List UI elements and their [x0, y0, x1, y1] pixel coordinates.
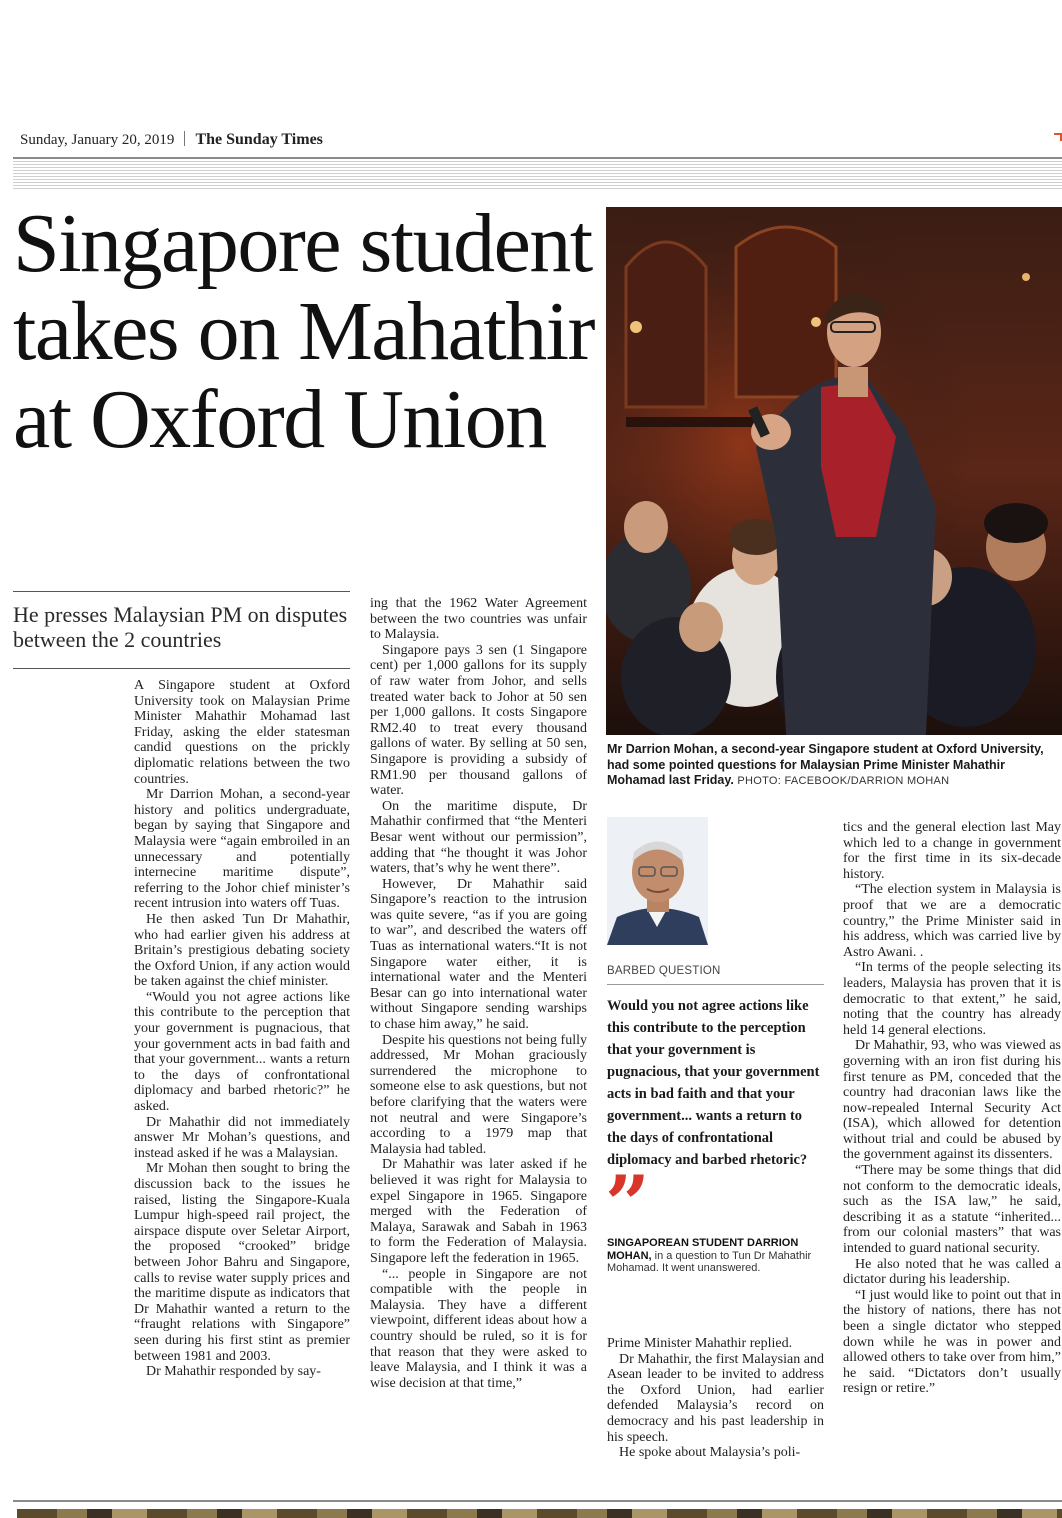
paragraph: On the maritime dispute, Dr Mahathir confirmed that “the Menteri Besar went without our permission”, adding that “he thought it was Johor waters, that’s why he went there”.	[370, 798, 587, 877]
photo-credit: PHOTO: FACEBOOK/DARRION MOHAN	[737, 775, 950, 787]
paragraph: Singapore pays 3 sen (1 Singapore cent) per 1,000 gallons for its supply of raw water from Johor, and sells treated water back to Johor at 50 sen per 1,000 gallons. It costs Singapore RM2.40 to treat every thousand gallons of water. By selling at 50 sen, Singapore is providing a subsidy of RM1.90 per thousand gallons of water.	[370, 642, 587, 799]
body-column-3	[607, 1336, 824, 1461]
paragraph: Despite his questions not being fully addressed, Mr Mohan graciously surrendered the microphone to someone else to ask questions, but not before clarifying that the waters were not neutral and were Singapore’s according to a 1979 map that Malaysia had tabled.	[370, 1032, 587, 1157]
next-story-image-strip	[17, 1509, 1062, 1518]
paragraph: “... people in Singapore are not compatible with the people in Malaysia. They have a different viewpoint, different ideas about how a country should be ruled, so it is for that reason that they were asked to leave Malaysia, and I think it was a wise decision at that time,”	[370, 1266, 587, 1391]
pull-quote: Would you not agree actions like this contribute to the perception that your government is pugnacious, that your government acts in bad faith and that your government... wants a return to the days of confrontational diplomacy and barbed rhetoric?	[607, 998, 820, 1168]
masthead	[20, 131, 323, 149]
paragraph: tics and the general election last May which led to a change in government for the first time in its six-decade history.	[843, 820, 1061, 882]
sidebar-rule	[607, 984, 824, 985]
photo-caption	[607, 742, 1059, 790]
paragraph: Dr Mahathir responded by say-	[146, 1364, 321, 1380]
paragraph: Dr Mahathir was later asked if he believed it was right for Malaysia to expel Singapore in 1965. Singapore merged with the Federation of Malaya, Sarawak and Sabah in 1963 to form the Federation of Malaysia. Singapore left the federation in 1965.	[370, 1157, 587, 1266]
issue-date: Sunday, January 20, 2019	[20, 132, 175, 148]
paragraph: “In terms of the people selecting its leaders, Malaysia has proven that it is democratic to that extent,” he said, noting that the country has already held 14 general elections.	[843, 960, 1061, 1038]
attribution-name: SINGAPOREAN STUDENT DARRION MOHAN,	[607, 1237, 799, 1262]
paragraph: He then asked Tun Dr Mahathir, who had earlier given his address at Britain’s prestigious debating society the Oxford Union, if any action would be taken against the chief minister.	[134, 911, 350, 990]
paragraph: “The election system in Malaysia is proof that we are a democratic country,” the Prime Minister said in his address, which was carried live by Astro Awani. .	[843, 882, 1061, 960]
paragraph: A Singapore student at Oxford University took on Malaysian Prime Minister Mahathir Mohamad last Friday, asking the elder statesman candid questions on the prickly diplomatic relations between the two countries.	[134, 678, 350, 787]
body-column-2	[370, 596, 587, 1391]
paragraph: ing that the 1962 Water Agreement between the two countries was unfair to Malaysia.	[370, 596, 587, 643]
paragraph: “There may be some things that did not conform to the democratic ideals, such as the ISA law,” he said, describing it as a statute “inherited... from our colonial masters” that was intended to guard national security.	[843, 1163, 1061, 1257]
paragraph: However, Dr Mahathir said Singapore’s reaction to the intrusion was quite severe, “as if you are going to war”, and described the waters off Tuas as international waters.“It is not Singapore water either, it is international water and the Menteri Besar can go into international water without Singapore sending warships to chase him away,” he said.	[370, 876, 587, 1033]
main-photo	[606, 207, 1062, 735]
paragraph: He spoke about Malaysia’s poli-	[619, 1445, 801, 1461]
deck-bottom-rule	[13, 668, 350, 669]
paragraph: Dr Mahathir, 93, who was viewed as governing with an iron fist during his first tenure as PM, conceded that the country had draconian laws like the now-repealed Internal Security Act (ISA), which allowed for detention without trial and could be abused by the government against its dissenters.	[843, 1038, 1061, 1163]
portrait-image	[607, 817, 708, 945]
paragraph: Mr Mohan then sought to bring the discussion back to the issues he raised, listing the Singapore-Kuala Lumpur high-speed rail project, the airspace dispute over Seletar Airport, the proposed “crooked” bridge between Johor Bahru and Singapore, calls to revise water supply prices and the maritime dispute as indicators that Dr Mahathir wanted a return to the “fraught relations with Singapore” seen during his first stint as premier between 1981 and 2003.	[134, 1161, 350, 1364]
paragraph: “Would you not agree actions like this contribute to the perception that your government is pugnacious, that your government acts in bad faith and that your government... wants a return to the days of confrontational diplomacy and barbed rhetoric?” he asked.	[134, 989, 350, 1115]
sidebar-label: BARBED QUESTION	[607, 965, 721, 977]
newspaper-name: The Sunday Times	[195, 131, 323, 148]
closing-quote-icon: ”	[605, 1159, 650, 1250]
masthead-divider	[184, 131, 185, 146]
caption-text: Mr Darrion Mohan, a second-year Singapore student at Oxford University, had some pointed questions for Malaysian Prime Minister Mahathir Mohamad last Friday.	[607, 742, 1044, 787]
corner-mark-icon	[1054, 133, 1062, 141]
bottom-rule	[13, 1500, 1062, 1502]
deck-top-rule	[13, 591, 350, 592]
headline: Singapore student takes on Mahathir at Oxford Union	[13, 197, 594, 466]
paragraph: Dr Mahathir, the first Malaysian and Asean leader to be invited to address the Oxford Union, had earlier defended Malaysia’s record on democracy and his past leadership in his speech.	[607, 1351, 824, 1445]
oxford-union-photo	[606, 207, 1062, 735]
deck-subhead: He presses Malaysian PM on disputes between the 2 countries	[13, 602, 348, 652]
body-column-1	[134, 678, 350, 1380]
header-hatch-rule	[13, 157, 1062, 189]
paragraph: Mr Darrion Mohan, a second-year history and politics undergraduate, began by saying that Singapore and Malaysia were “again embroiled in an unnecessary and potentially internecine maritime dispute”, referring to the Johor chief minister’s recent intrusion into waters off Tuas.	[134, 787, 350, 912]
mahathir-portrait	[607, 817, 708, 945]
paragraph: “I just would like to point out that in the history of nations, there has not been a single dictator who stepped down while he was in power and allowed others to take over from him,” he said. “Dictators don’t usually resign or retire.”	[843, 1287, 1061, 1397]
attribution-text: in a question to Tun Dr Mahathir Mohamad. It went unanswered.	[607, 1249, 812, 1274]
body-column-4	[843, 820, 1061, 1397]
quote-attribution	[607, 1237, 822, 1275]
paragraph: Prime Minister Mahathir replied.	[607, 1336, 793, 1351]
paragraph: He also noted that he was called a dictator during his leadership.	[843, 1256, 1061, 1288]
paragraph: Dr Mahathir did not immediately answer Mr Mohan’s questions, and instead asked if he was a Malaysian.	[134, 1114, 350, 1161]
